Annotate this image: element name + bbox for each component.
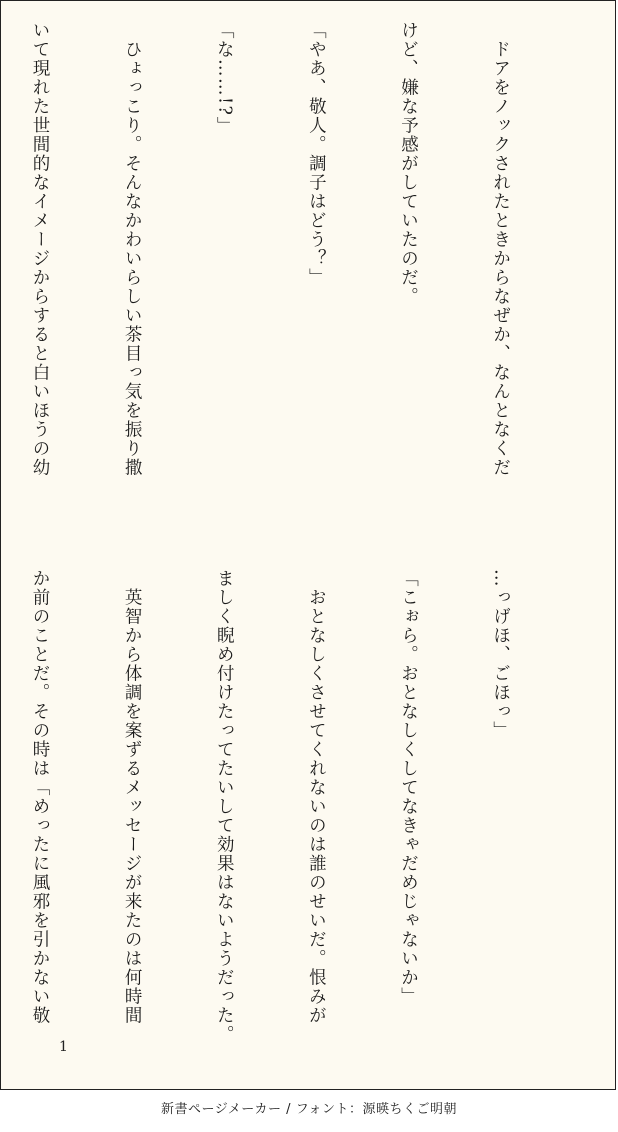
text-block-top (0, 21, 577, 541)
text-line: 「こぉら。おとなしくしてなきゃだめじゃないか」 (398, 569, 419, 1006)
text-line: ましく睨め付けたってたいして効果はないようだった。 (214, 569, 235, 1044)
text-block-bottom (0, 569, 577, 1089)
text-line: いて現れた世間的なイメージからすると白いほうの幼 (30, 21, 51, 477)
text-line: …っげほ、ごほっ」 (490, 569, 511, 740)
text-line: 「やあ、敬人。調子はどう？」 (306, 21, 327, 287)
page-number: 1 (59, 1039, 68, 1055)
text-line: ひょっこり。そんなかわいらしい茶目っ気を振り撒 (122, 21, 143, 477)
text-line: ドアをノックされたときからなぜか、なんとなくだ (490, 21, 511, 477)
text-line: 英智から体調を案ずるメッセージが来たのは何時間 (122, 569, 143, 1025)
text-line: か前のことだ。その時は「めったに風邪を引かない敬 (30, 569, 51, 1025)
text-line: 「な……!?」 (214, 21, 235, 136)
footer-credit: 新書ページメーカー / フォント：源暎ちくご明朝 (160, 1102, 458, 1117)
text-line: けど、嫌な予感がしていたのだ。 (398, 21, 419, 306)
text-line: おとなしくさせてくれないのは誰のせいだ。恨みが (306, 569, 327, 1025)
